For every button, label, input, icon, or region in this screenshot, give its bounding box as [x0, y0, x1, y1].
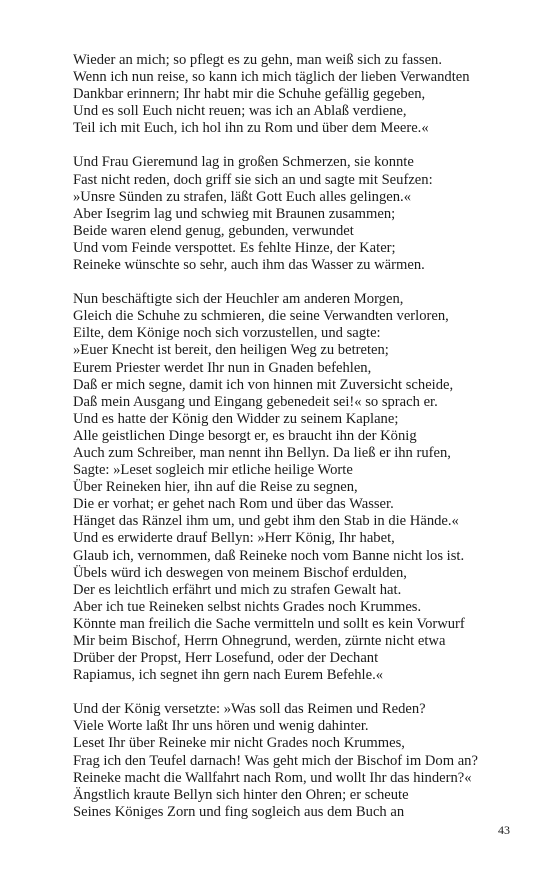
verse-line: Auch zum Schreiber, man nennt ihn Bellyn. Da ließ er ihn rufen, — [73, 444, 451, 461]
verse-line: Eurem Priester werdet Ihr nun in Gnaden befehlen, — [73, 359, 372, 376]
page-number: 43 — [498, 823, 510, 837]
verse-line: Wenn ich nun reise, so kann ich mich täglich der lieben Verwandten — [73, 69, 470, 86]
verse-line: Reineke wünschte so sehr, auch ihm das Wasser zu wärmen. — [73, 257, 425, 274]
verse-line: Könnte man freilich die Sache vermitteln und sollt es kein Vorwurf — [73, 615, 465, 632]
verse-line: Ängstlich kraute Bellyn sich hinter den Ohren; er scheute — [73, 786, 409, 803]
verse-line: Und es erwiderte drauf Bellyn: »Herr König, Ihr habet, — [73, 530, 395, 547]
verse-line: Nun beschäftigte sich der Heuchler am anderen Morgen, — [73, 291, 404, 308]
verse-line: Drüber der Propst, Herr Losefund, oder der Dechant — [73, 650, 379, 667]
verse-line: Alle geistlichen Dinge besorgt er, es braucht ihn der König — [73, 427, 417, 444]
verse-line: Und der König versetzte: »Was soll das Reimen und Reden? — [73, 701, 426, 718]
verse-line: Hänget das Ränzel ihm um, und gebt ihm den Stab in die Hände.« — [73, 513, 459, 530]
verse-line: Teil ich mit Euch, ich hol ihn zu Rom und über dem Meere.« — [73, 120, 429, 137]
verse-line: Aber ich tue Reineken selbst nichts Grades noch Krummes. — [73, 598, 422, 615]
verse-line: Glaub ich, vernommen, daß Reineke noch vom Banne nicht los ist. — [73, 547, 465, 564]
stanza — [73, 291, 533, 684]
verse-line: Über Reineken hier, ihn auf die Reise zu segnen, — [73, 479, 358, 496]
verse-line: Sagte: »Leset sogleich mir etliche heilige Worte — [73, 462, 353, 479]
verse-line: »Unsre Sünden zu strafen, läßt Gott Euch alles gelingen.« — [73, 188, 412, 205]
stanza — [73, 154, 533, 274]
stanza — [73, 701, 533, 821]
verse-line: Wieder an mich; so pflegt es zu gehn, man weiß sich zu fassen. — [73, 52, 443, 68]
verse-line: Mir beim Bischof, Herrn Ohnegrund, werden, zürnte nicht etwa — [73, 633, 446, 649]
verse-line: Daß er mich segne, damit ich von hinnen mit Zuversicht scheide, — [73, 376, 454, 393]
verse-line: Beide waren elend genug, gebunden, verwundet — [73, 222, 354, 239]
verse-line: Dankbar erinnern; Ihr habt mir die Schuhe gefällig gegeben, — [73, 86, 426, 103]
verse-line: Reineke macht die Wallfahrt nach Rom, und wollt Ihr das hindern?« — [73, 769, 472, 786]
verse-line: Frag ich den Teufel darnach! Was geht mich der Bischof im Dom an? — [73, 752, 478, 769]
verse-line: Gleich die Schuhe zu schmieren, die seine Verwandten verloren, — [73, 308, 449, 325]
verse-line: »Euer Knecht ist bereit, den heiligen Weg zu betreten; — [73, 342, 389, 359]
verse-line: Eilte, dem Könige noch sich vorzustellen, und sagte: — [73, 325, 381, 342]
verse-line: Und vom Feinde verspottet. Es fehlte Hinze, der Kater; — [73, 239, 396, 256]
verse-line: Die er vorhat; er gehet nach Rom und über das Wasser. — [73, 496, 394, 513]
verse-text — [73, 52, 533, 838]
verse-line: Rapiamus, ich segnet ihn gern nach Eurem Befehle.« — [73, 667, 384, 684]
verse-line: Leset Ihr über Reineke mir nicht Grades noch Krummes, — [73, 735, 405, 752]
verse-line: Aber Isegrim lag und schwieg mit Braunen zusammen; — [73, 205, 396, 222]
verse-line: Und es hatte der König den Widder zu seinem Kaplane; — [73, 410, 399, 427]
verse-line: Viele Worte laßt Ihr uns hören und wenig dahinter. — [73, 718, 369, 735]
verse-line: Der es leichtlich erfährt und mich zu strafen Gewalt hat. — [73, 581, 402, 598]
verse-line: Seines Königes Zorn und fing sogleich aus dem Buch an — [73, 803, 405, 820]
verse-line: Übels würd ich deswegen von meinem Bischof erdulden, — [73, 564, 407, 581]
verse-line: Daß mein Ausgang und Eingang gebenedeit sei!« so sprach er. — [73, 393, 438, 410]
verse-line: Und Frau Gieremund lag in großen Schmerzen, sie konnte — [73, 154, 414, 171]
verse-line: Fast nicht reden, doch griff sie sich an und sagte mit Seufzen: — [73, 171, 433, 188]
verse-line: Und es soll Euch nicht reuen; was ich an Ablaß verdiene, — [73, 103, 407, 120]
stanza — [73, 52, 533, 137]
